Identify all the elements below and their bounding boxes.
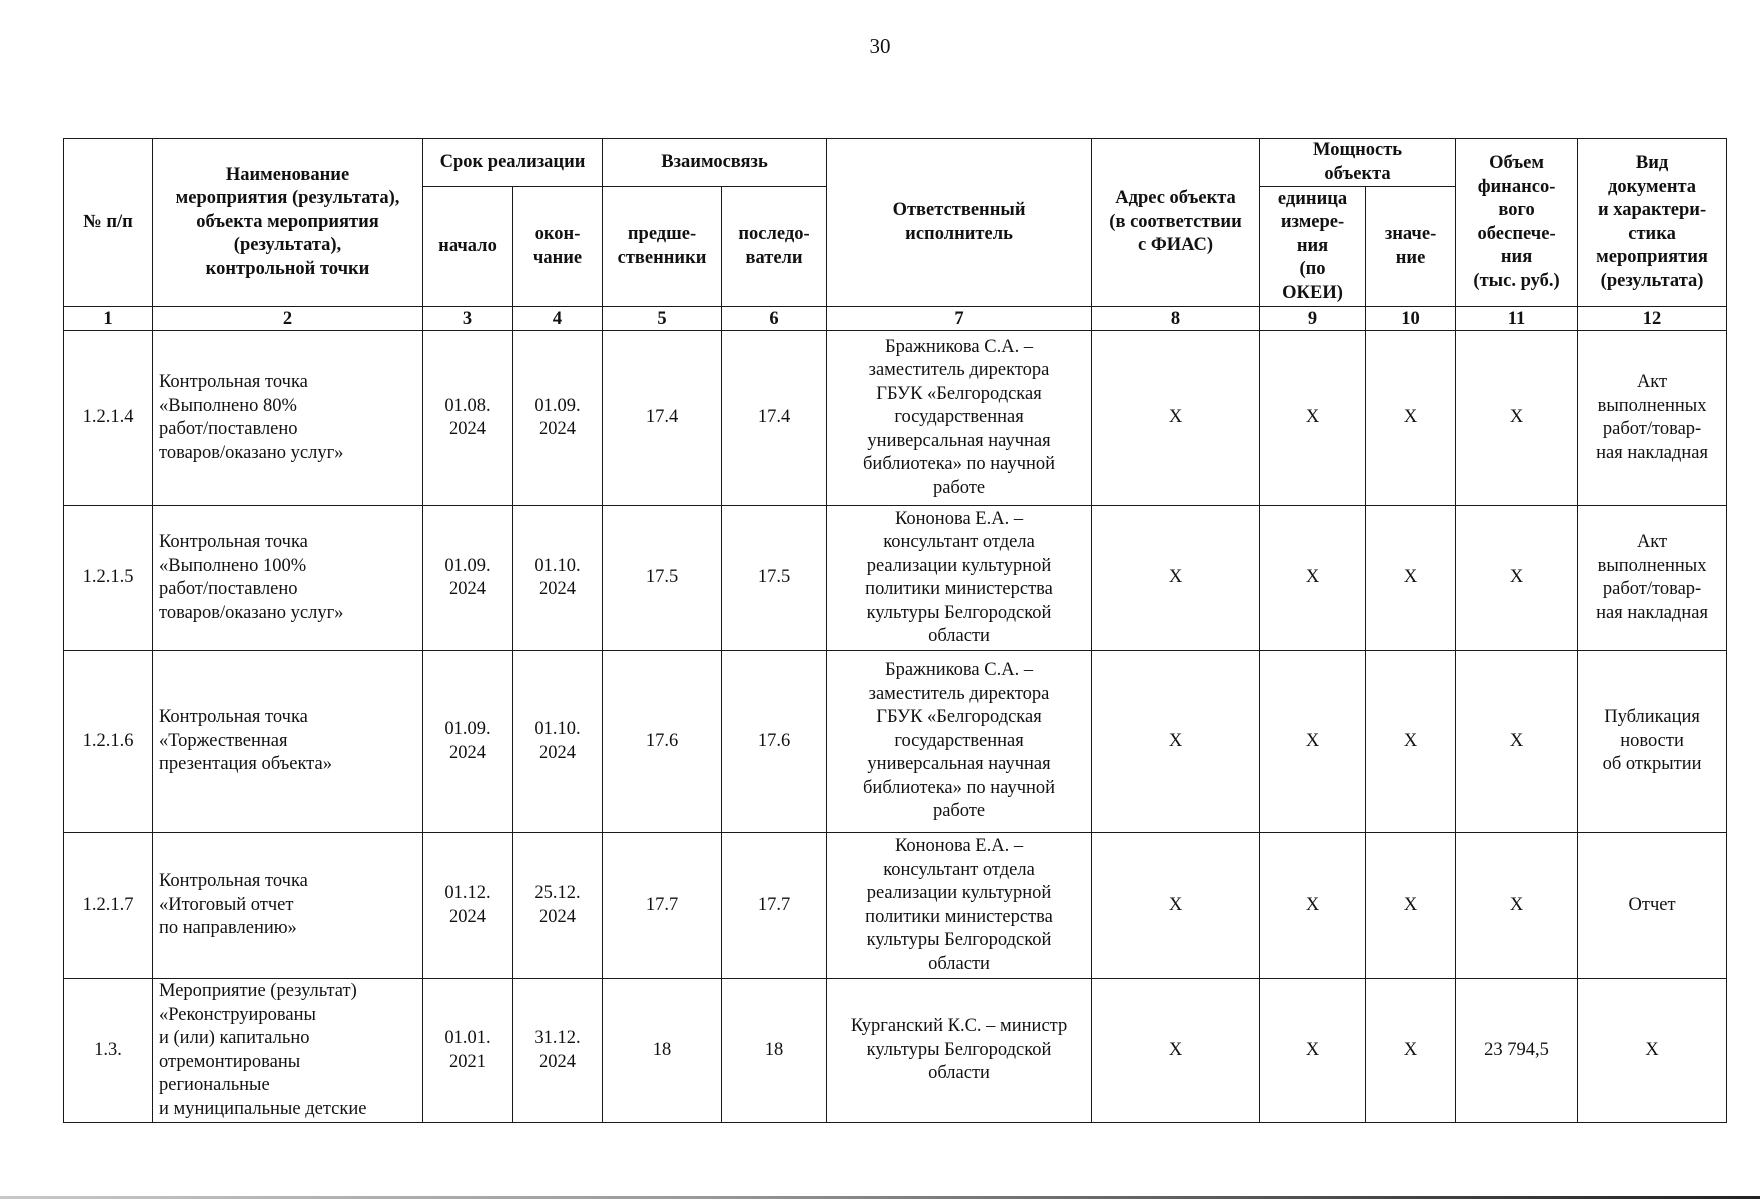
column-number: 3 bbox=[423, 307, 513, 331]
row-no: 1.3. bbox=[64, 979, 153, 1123]
row-executor: Бражникова С.А. – заместитель директора ГБУК «Белгородская государственная универсальная научная библиотека» по научной работе bbox=[827, 331, 1092, 506]
header-doc-type: Вид документа и характери- стика мероприятия (результата) bbox=[1578, 139, 1727, 307]
row-no: 1.2.1.7 bbox=[64, 833, 153, 979]
header-capacity: Мощность объекта bbox=[1260, 139, 1456, 187]
header-funding: Объем финансо- вого обеспече- ния (тыс. руб.) bbox=[1456, 139, 1578, 307]
header-no: № п/п bbox=[64, 139, 153, 307]
row-doc: Акт выполненных работ/товар- ная накладная bbox=[1578, 506, 1727, 651]
row-unit: X bbox=[1260, 651, 1366, 833]
row-value: X bbox=[1366, 331, 1456, 506]
row-name: Контрольная точка «Торжественная презентация объекта» bbox=[153, 651, 423, 833]
row-end: 31.12. 2024 bbox=[513, 979, 603, 1123]
table-row bbox=[64, 506, 1727, 651]
row-value: X bbox=[1366, 833, 1456, 979]
header-unit: единица измере- ния (по ОКЕИ) bbox=[1260, 187, 1366, 307]
row-name: Мероприятие (результат) «Реконструированы и (или) капитально отремонтированы региональные и муниципальные детские bbox=[153, 979, 423, 1123]
column-number: 8 bbox=[1092, 307, 1260, 331]
row-value: X bbox=[1366, 979, 1456, 1123]
row-successor: 18 bbox=[722, 979, 827, 1123]
column-number: 10 bbox=[1366, 307, 1456, 331]
row-executor: Бражникова С.А. – заместитель директора ГБУК «Белгородская государственная универсальная научная библиотека» по научной работе bbox=[827, 651, 1092, 833]
column-number: 9 bbox=[1260, 307, 1366, 331]
row-predecessor: 17.5 bbox=[603, 506, 722, 651]
row-executor: Кононова Е.А. – консультант отдела реализации культурной политики министерства культуры Белгородской области bbox=[827, 506, 1092, 651]
column-number: 5 bbox=[603, 307, 722, 331]
row-address: X bbox=[1092, 331, 1260, 506]
row-end: 01.10. 2024 bbox=[513, 651, 603, 833]
row-funding: X bbox=[1456, 833, 1578, 979]
column-number: 4 bbox=[513, 307, 603, 331]
row-predecessor: 17.7 bbox=[603, 833, 722, 979]
row-end: 01.09. 2024 bbox=[513, 331, 603, 506]
row-funding: 23 794,5 bbox=[1456, 979, 1578, 1123]
row-end: 25.12. 2024 bbox=[513, 833, 603, 979]
row-predecessor: 18 bbox=[603, 979, 722, 1123]
row-name: Контрольная точка «Выполнено 80% работ/поставлено товаров/оказано услуг» bbox=[153, 331, 423, 506]
header-period-start: начало bbox=[423, 187, 513, 307]
column-number: 1 bbox=[64, 307, 153, 331]
header-predecessors: предше- ственники bbox=[603, 187, 722, 307]
header-value: значе- ние bbox=[1366, 187, 1456, 307]
row-executor: Кононова Е.А. – консультант отдела реализации культурной политики министерства культуры Белгородской области bbox=[827, 833, 1092, 979]
row-doc: X bbox=[1578, 979, 1727, 1123]
row-doc: Акт выполненных работ/товар- ная накладная bbox=[1578, 331, 1727, 506]
header-executor: Ответственный исполнитель bbox=[827, 139, 1092, 307]
row-value: X bbox=[1366, 506, 1456, 651]
row-funding: X bbox=[1456, 331, 1578, 506]
row-successor: 17.7 bbox=[722, 833, 827, 979]
row-value: X bbox=[1366, 651, 1456, 833]
column-numbers-row bbox=[64, 307, 1727, 331]
table-row bbox=[64, 331, 1727, 506]
column-number: 6 bbox=[722, 307, 827, 331]
row-unit: X bbox=[1260, 331, 1366, 506]
row-start: 01.01. 2021 bbox=[423, 979, 513, 1123]
row-start: 01.09. 2024 bbox=[423, 506, 513, 651]
header-address: Адрес объекта (в соответствии с ФИАС) bbox=[1092, 139, 1260, 307]
row-address: X bbox=[1092, 833, 1260, 979]
page-bottom-edge bbox=[0, 1196, 1760, 1199]
row-address: X bbox=[1092, 506, 1260, 651]
column-number: 12 bbox=[1578, 307, 1727, 331]
table-row bbox=[64, 833, 1727, 979]
table-row bbox=[64, 651, 1727, 833]
header-name: Наименование мероприятия (результата), объекта мероприятия (результата), контрольной точки bbox=[153, 139, 423, 307]
page-number: 30 bbox=[869, 34, 891, 58]
row-name: Контрольная точка «Итоговый отчет по направлению» bbox=[153, 833, 423, 979]
row-funding: X bbox=[1456, 506, 1578, 651]
document-table bbox=[63, 138, 1727, 1123]
column-number: 2 bbox=[153, 307, 423, 331]
column-number: 7 bbox=[827, 307, 1092, 331]
row-start: 01.09. 2024 bbox=[423, 651, 513, 833]
column-number: 11 bbox=[1456, 307, 1578, 331]
header-relation: Взаимосвязь bbox=[603, 139, 827, 187]
row-unit: X bbox=[1260, 506, 1366, 651]
row-funding: X bbox=[1456, 651, 1578, 833]
row-no: 1.2.1.6 bbox=[64, 651, 153, 833]
row-end: 01.10. 2024 bbox=[513, 506, 603, 651]
row-start: 01.08. 2024 bbox=[423, 331, 513, 506]
row-doc: Отчет bbox=[1578, 833, 1727, 979]
row-name: Контрольная точка «Выполнено 100% работ/поставлено товаров/оказано услуг» bbox=[153, 506, 423, 651]
row-start: 01.12. 2024 bbox=[423, 833, 513, 979]
row-address: X bbox=[1092, 651, 1260, 833]
row-predecessor: 17.4 bbox=[603, 331, 722, 506]
row-successor: 17.6 bbox=[722, 651, 827, 833]
row-unit: X bbox=[1260, 833, 1366, 979]
row-unit: X bbox=[1260, 979, 1366, 1123]
row-no: 1.2.1.4 bbox=[64, 331, 153, 506]
header-period-end: окон- чание bbox=[513, 187, 603, 307]
row-no: 1.2.1.5 bbox=[64, 506, 153, 651]
table-row bbox=[64, 979, 1727, 1123]
row-successor: 17.5 bbox=[722, 506, 827, 651]
header-period: Срок реализации bbox=[423, 139, 603, 187]
header-successors: последо- ватели bbox=[722, 187, 827, 307]
row-executor: Курганский К.С. – министр культуры Белгородской области bbox=[827, 979, 1092, 1123]
row-address: X bbox=[1092, 979, 1260, 1123]
row-successor: 17.4 bbox=[722, 331, 827, 506]
row-doc: Публикация новости об открытии bbox=[1578, 651, 1727, 833]
row-predecessor: 17.6 bbox=[603, 651, 722, 833]
